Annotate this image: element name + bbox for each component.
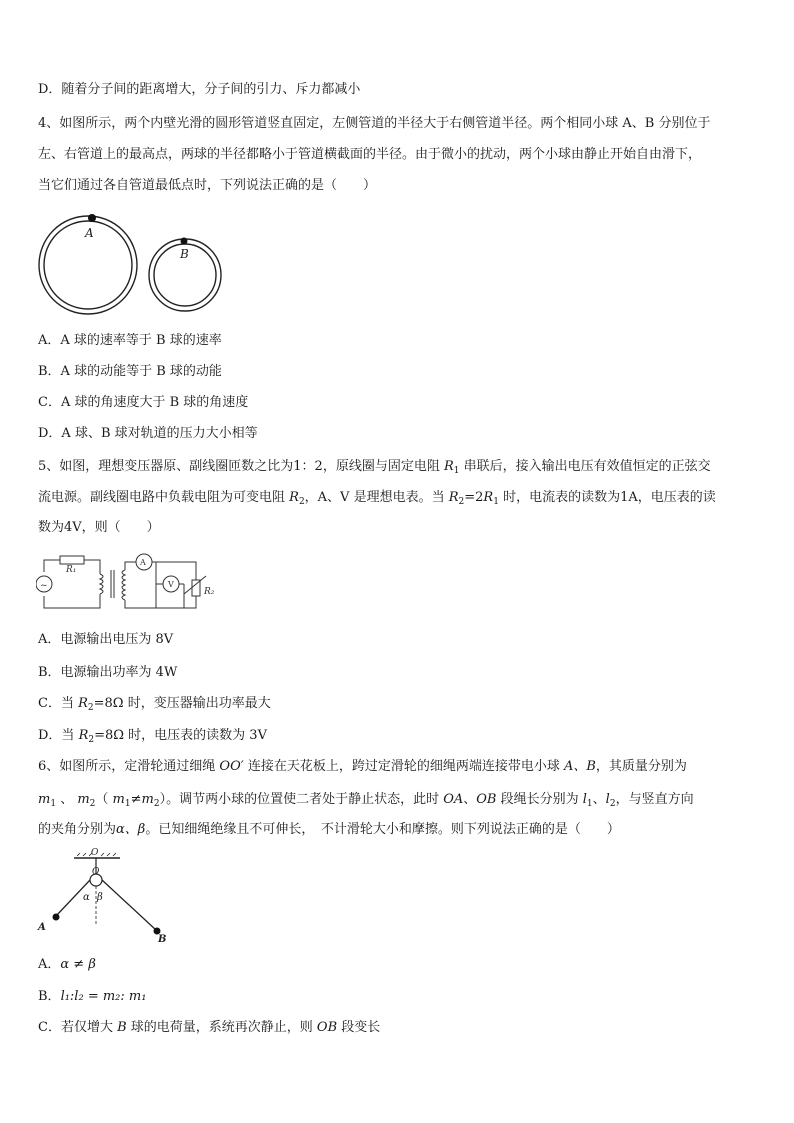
- q5-stem-line-3: 数为4V，则（ ）: [38, 520, 160, 535]
- q4-stem-line-1: 4、如图所示，两个内壁光滑的圆形管道竖直固定，左侧管道的半径大于右侧管道半径。两个相同小球 A、B 分别位于: [38, 116, 711, 131]
- secondary-coil: [122, 570, 125, 600]
- ball-a: [53, 914, 60, 921]
- q4-stem-line-2: 左、右管道上的最高点，两球的半径都略小于管道横截面的半径。由于微小的扰动，两个小球由静止开始自由滑下，: [38, 147, 702, 162]
- label-b: B: [180, 247, 189, 261]
- q3-option-d: D．随着分子间的距离增大，分子间的引力、斥力都减小: [38, 82, 361, 97]
- r1-label: R₁: [66, 565, 77, 575]
- ceiling-o-label: O: [91, 848, 99, 858]
- r2-label: R₂: [204, 587, 215, 597]
- primary-coil: [100, 574, 103, 594]
- voltmeter-label: V: [168, 580, 174, 589]
- b-label: B: [158, 934, 167, 944]
- label-a: A: [85, 226, 94, 240]
- q6-option-c: C．若仅增大 B 球的电荷量，系统再次静止，则 OB 段变长: [38, 1020, 381, 1035]
- q5-stem-line-2: 流电源。副线圈电路中负载电阻为可变电阻 $R_2$，A、V 是理想电表。当 $R_2=2R_1$ 时，电流表的读数为1A，电压表的读: [38, 490, 716, 507]
- q6-stem-line-1: 6、如图所示，定滑轮通过细绳 OO′ 连接在天花板上，跨过定滑轮的细绳两端连接带电小球 A、B，其质量分别为: [38, 759, 687, 774]
- pulley-o-label: O: [92, 867, 100, 877]
- ball-a: [88, 214, 96, 222]
- ball-b: [181, 238, 188, 245]
- q5-option-a: A．电源输出电压为 8V: [38, 632, 174, 647]
- q6-stem-line-2: $m_1$ 、 $m_2$（ $m_1\ne m_2$）。调节两小球的位置使二者处于静止状态，此时 OA、OB 段绳长分别为 $l_1$、$l_2$，与竖直方向: [38, 792, 694, 809]
- source-symbol: ~: [40, 581, 48, 591]
- q6-pulley-figure: [34, 844, 174, 944]
- q4-option-b: B．A 球的动能等于 B 球的动能: [38, 364, 222, 379]
- q4-option-a: A．A 球的速率等于 B 球的速率: [38, 333, 222, 348]
- rope-ob: [102, 880, 156, 930]
- q5-option-b: B．电源输出功率为 4W: [38, 665, 178, 680]
- r1-resistor: [60, 556, 84, 564]
- q5-circuit-figure: [36, 550, 226, 618]
- q5-option-d: D．当 $R_2=8\Omega$ 时，电压表的读数为 3V: [38, 728, 267, 745]
- q6-option-b: B．l₁:l₂ = m₂: m₁: [38, 989, 147, 1004]
- q4-option-d: D．A 球、B 球对轨道的压力大小相等: [38, 426, 258, 441]
- q4-option-c: C．A 球的角速度大于 B 球的角速度: [38, 395, 249, 410]
- q6-stem-line-3: 的夹角分别为α、β。已知细绳绝缘且不可伸长， 不计滑轮大小和摩擦。则下列说法正确的是（ ）: [38, 822, 620, 837]
- q4-stem-line-3: 当它们通过各自管道最低点时，下列说法正确的是（ ）: [38, 178, 377, 193]
- a-label: A: [38, 922, 46, 933]
- alpha-label: α: [83, 892, 90, 903]
- q4-circles-figure: [30, 205, 230, 325]
- ammeter-label: A: [140, 558, 146, 567]
- beta-label: β: [97, 892, 103, 903]
- q6-option-a: A．α ≠ β: [38, 957, 96, 972]
- q5-option-c: C．当 $R_2=8\Omega$ 时，变压器输出功率最大: [38, 696, 271, 713]
- q5-stem-line-1: 5、如图，理想变压器原、副线圈匝数之比为1：2，原线圈与固定电阻 $R_1$ 串联后，接入输出电压有效值恒定的正弦交: [38, 459, 711, 476]
